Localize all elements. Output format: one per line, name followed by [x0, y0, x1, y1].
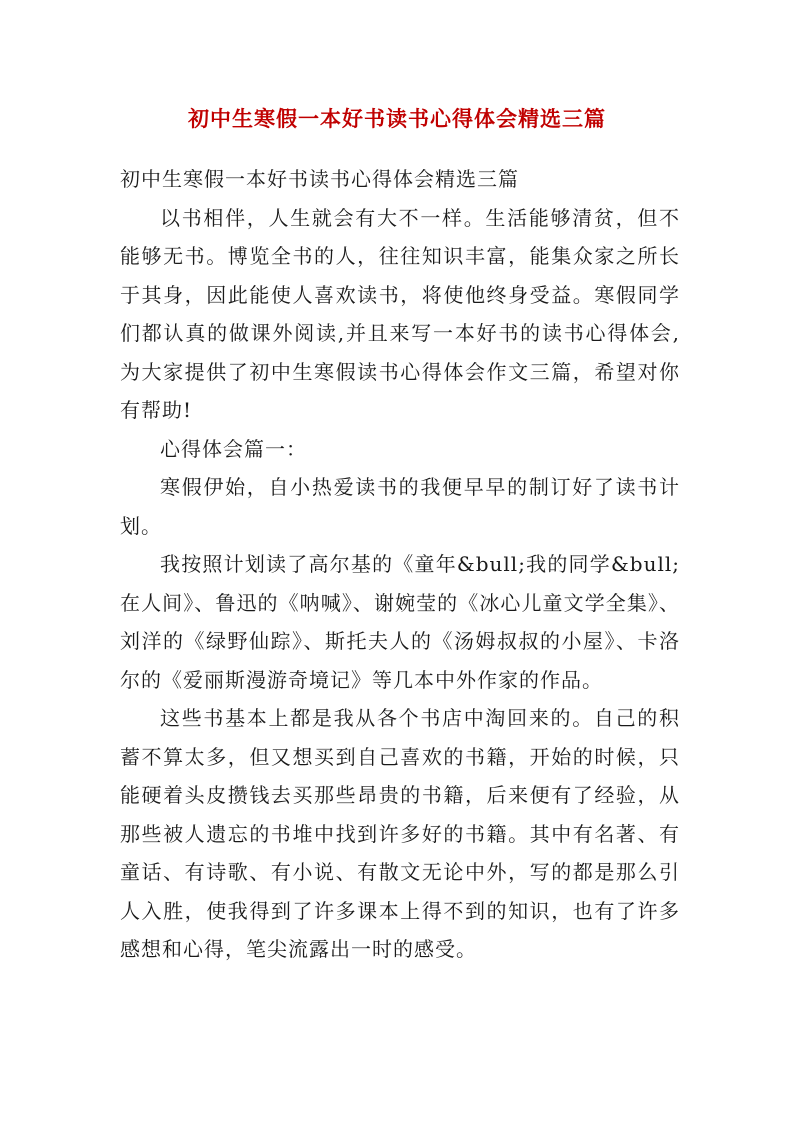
intro-paragraph: 以书相伴，人生就会有大不一样。生活能够清贫，但不能够无书。博览全书的人，往往知识丰富，能集众家之所长于其身，因此能使人喜欢读书，将使他终身受益。寒假同学们都认真的做课外阅读,并且来写一本好书的读书心得体会,为大家提供了初中生寒假读书心得体会作文三篇，希望对你有帮助!: [120, 205, 680, 422]
document-body: [120, 160, 680, 969]
document-title: 初中生寒假一本好书读书心得体会精选三篇: [188, 106, 606, 131]
body-paragraph: 这些书基本上都是我从各个书店中淘回来的。自己的积蓄不算太多，但又想买到自己喜欢的书籍，开始的时候，只能硬着头皮攒钱去买那些昂贵的书籍，后来便有了经验，从那些被人遗忘的书堆中找到许多好的书籍。其中有名著、有童话、有诗歌、有小说、有散文无论中外，写的都是那么引人入胜，使我得到了许多课本上得不到的知识，也有了许多感想和心得，笔尖流露出一时的感受。: [120, 706, 680, 961]
subtitle-paragraph: 初中生寒假一本好书读书心得体会精选三篇: [120, 167, 519, 191]
section-heading: 心得体会篇一：: [160, 436, 307, 461]
body-paragraph: 寒假伊始，自小热爱读书的我便早早的制订好了读书计划。: [120, 475, 680, 538]
body-paragraph: 我按照计划读了高尔基的《童年&bull;我的同学&bull;在人间》、鲁迅的《呐喊》、谢婉莹的《冰心儿童文学全集》、刘洋的《绿野仙踪》、斯托夫人的《汤姆叔叔的小屋》、卡洛尔的《爱丽斯漫游奇境记》等几本中外作家的作品。: [120, 552, 680, 692]
